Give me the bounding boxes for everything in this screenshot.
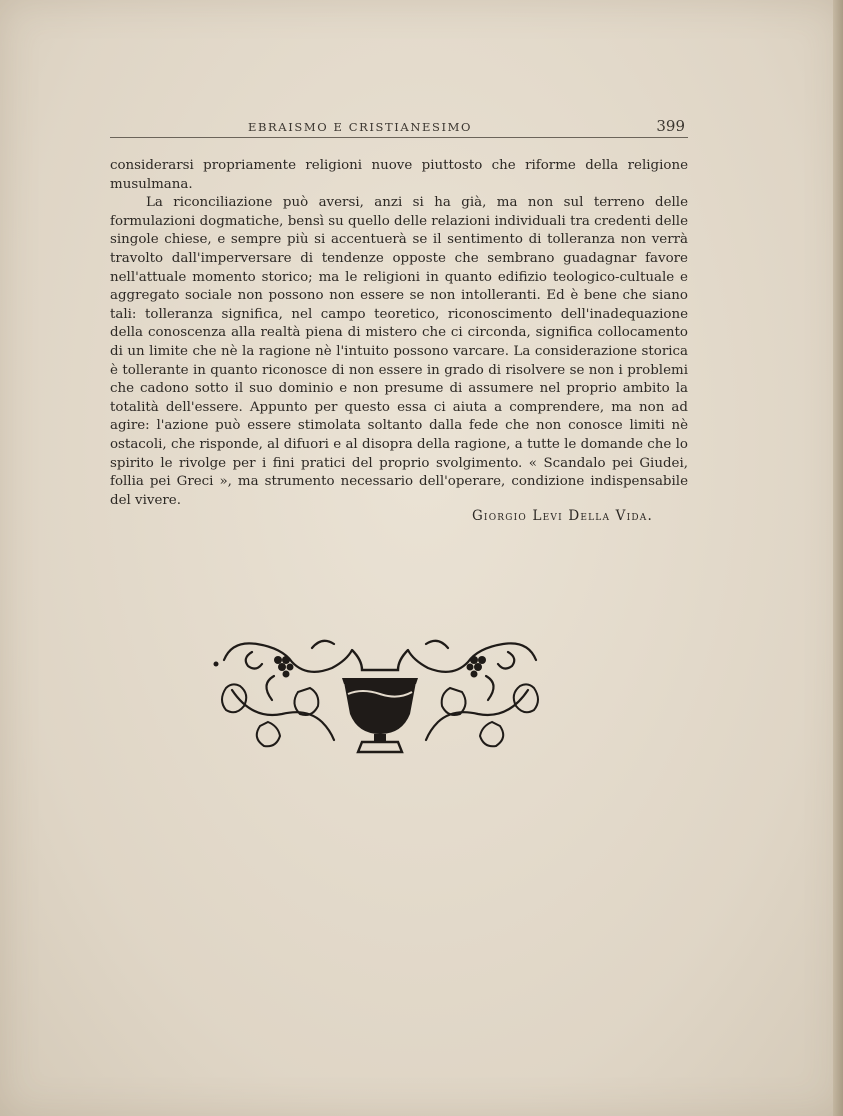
page-number: 399 bbox=[656, 117, 685, 135]
header-rule bbox=[110, 137, 688, 138]
urn-with-vine-scrolls-icon bbox=[212, 630, 548, 762]
running-header bbox=[110, 117, 690, 137]
author-signature: Giorgio Levi Della Vida. bbox=[471, 508, 653, 524]
paragraph: considerarsi propriamente religioni nuove piuttosto che riforme della religione musulmana. bbox=[110, 158, 688, 192]
page-edge bbox=[833, 0, 843, 1116]
running-title: EBRAISMO E CRISTIANESIMO bbox=[247, 120, 473, 134]
body-text bbox=[110, 157, 688, 510]
paragraph: La riconciliazione può aversi, anzi si ha già, ma non sul terreno delle formulazioni dogmatiche, bensì su quello delle relazioni individuali tra credenti delle singole chiese, e sempre più si accentuerà se il sentimento di tolleranza non verrà travolto dall'imperversare di tendenze opposte che sembrano guadagnar favore nell'attuale momento storico; ma le religioni in quanto edifizio teologico-cultuale e aggregato sociale non possono non essere se non intolleranti. Ed è bene che siano tali: tolleranza significa, nel campo teoretico, riconoscimento dell'inadequazione della conoscenza alla realtà piena di mistero che ci circonda, significa collocamento di un limite che nè la ragione nè l'intuito possono varcare. La considerazione storica è tollerante in quanto riconosce di non essere in grado di risolvere se non i problemi che cadono sotto il suo dominio e non presume di assumere nel proprio ambito la totalità dell'essere. Appunto per questo essa ci aiuta a comprendere, ma non ad agire: l'azione può essere stimolata soltanto dalla fede che non conosce limiti nè ostacoli, che risponde, al difuori e al disopra della ragione, a tutte le domande che lo spirito le rivolge per i fini pratici del proprio svolgimento. « Scandalo pei Giudei, follia pei Greci », ma strumento necessario dell'operare, condizione indispensabile del vivere. bbox=[110, 195, 688, 508]
